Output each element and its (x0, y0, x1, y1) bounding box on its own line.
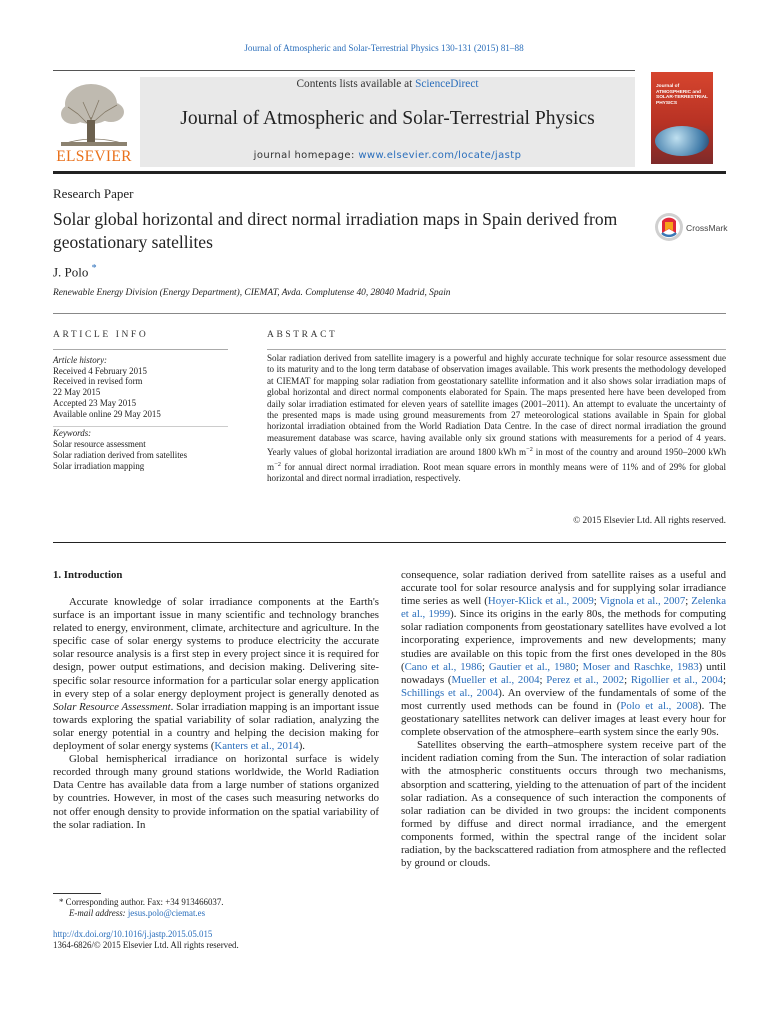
abstract-text (267, 353, 726, 485)
citation-link[interactable]: Hoyer-Klick et al., 2009 (487, 595, 594, 608)
paragraph (401, 569, 726, 739)
author (53, 263, 97, 280)
running-head[interactable]: Journal of Atmospheric and Solar-Terrestrial Physics 130-131 (2015) 81–88 (244, 43, 524, 53)
cover-line: SOLAR-TERRESTRIAL (656, 95, 708, 101)
journal-cover[interactable] (651, 72, 713, 164)
elsevier-wordmark: ELSEVIER (56, 148, 132, 165)
abstract-part: for annual direct normal irradiation. Root mean square errors in monthly means were of 11% and of 29% for global horizontal and direct normal irradiation, respectively. (267, 461, 726, 484)
text: Accurate knowledge of solar irradiance components at the Earth's surface is an important issue in many scientific and technology branches related to energy, environment, climate, architecture and agriculture. In the specific case of solar energy systems to produce electricity the accurate solar resource analysis is a first step in every project since it is required for design, power output estimations, and decision making. Delivering site-specific solar resource information for a particular solar energy application in every step of a solar energy deployment project is generally denoted as (53, 596, 379, 700)
abstract-part: Solar radiation derived from satellite imagery is a powerful and highly accurate technique for solar resource assessment due to its maturity and to the long term database of observation images available. This work presents the methodology developed at CIEMAT for mapping solar radiation from geostationary satellite information and it also shows solar irradiation maps of global horizontal and direct normal components elaborated for Spain. The maps presented here have been developed from daily solar irradiation estimated for eleven years of satellite images (2001–2011). An attempt to evaluate the uncertainty of the presented maps is made using ground measurements from 27 meteorological stations available in Spain for global horizontal irradiation obtained from the World Radiation Data Centre. In the case of direct normal irradiation the ground measurement database was scarce, having available only six ground stations with measurements for a period of 4 years. Yearly values of global horizontal irradiation are around 1800 kWh m (267, 353, 726, 458)
text: ; (593, 595, 600, 608)
divider (53, 70, 635, 71)
email-link[interactable]: jesus.polo@ciemat.es (127, 907, 206, 918)
article-type: Research Paper (53, 186, 134, 201)
article-history (53, 355, 233, 419)
footnote-rule (53, 893, 101, 894)
text: ). The geostationary satellites network can deliver images at least every hour for complete observation of the atmosphere–earth system since the early 90s. (401, 699, 727, 739)
crossmark-badge[interactable] (654, 212, 734, 242)
copyright: © 2015 Elsevier Ltd. All rights reserved. (573, 516, 726, 526)
affiliation: Renewable Energy Division (Energy Department), CIEMAT, Avda. Complutense 40, 28040 Madrid, Spain (53, 288, 451, 298)
homepage-link[interactable]: www.elsevier.com/locate/jastp (358, 150, 522, 161)
doi-link[interactable]: http://dx.doi.org/10.1016/j.jastp.2015.05.015 (53, 929, 213, 939)
emphasis: Solar Resource Assessment (53, 700, 171, 713)
history-item: Received 4 February 2015 (53, 365, 147, 376)
doi-block (53, 929, 383, 951)
paragraph (53, 596, 379, 753)
unit-exponent: −2 (526, 446, 533, 454)
cover-title (656, 84, 708, 106)
unit-exponent: −2 (274, 460, 281, 468)
cover-line: PHYSICS (656, 100, 678, 106)
issn-line: 1364-6826/© 2015 Elsevier Ltd. All rights reserved. (53, 939, 239, 950)
citation-link[interactable]: Polo et al., 2008 (620, 699, 699, 712)
divider (53, 349, 228, 350)
author-name: J. Polo (53, 264, 89, 280)
cover-image (655, 126, 709, 156)
keyword-item: Solar resource assessment (53, 438, 146, 449)
abstract-heading: ABSTRACT (267, 330, 338, 340)
text: ). (298, 740, 305, 753)
cover-line: Journal of (656, 84, 680, 89)
keyword-item: Solar irradiation mapping (53, 460, 145, 471)
history-item: Available online 29 May 2015 (53, 408, 161, 419)
text: ; (624, 673, 631, 686)
crossmark-icon (654, 212, 684, 242)
article-info-heading: ARTICLE INFO (53, 330, 149, 340)
citation-link[interactable]: Vignola et al., 2007 (599, 595, 686, 608)
body-column-right (401, 569, 726, 870)
keywords-label: Keywords: (53, 428, 92, 438)
corresponding-author: * Corresponding author. Fax: +34 913466037. (59, 897, 224, 907)
article-title: Solar global horizontal and direct normal irradiation maps in Spain derived from geostationary satellites (53, 209, 618, 252)
text: consequence, solar radiation derived from satellite raises as a useful and accurate tool for solar resource analysis and for supplying solar irradiance time series as well ( (401, 569, 726, 608)
journal-homepage (140, 150, 635, 161)
history-label: Article history: (53, 355, 107, 365)
cover-line: ATMOSPHERIC and (656, 89, 701, 95)
citation-link[interactable]: Perez et al., 2002 (546, 673, 625, 686)
homepage-prefix: journal homepage: (253, 150, 359, 161)
citation-link[interactable]: Rigollier et al., 2004 (630, 673, 724, 686)
contents-line (140, 78, 635, 90)
keywords (53, 428, 233, 472)
sciencedirect-link[interactable]: ScienceDirect (415, 78, 479, 90)
history-item: 22 May 2015 (53, 387, 101, 398)
divider (53, 542, 726, 543)
text: ; (723, 673, 727, 686)
history-item: Received in revised form (53, 376, 143, 387)
citation-link[interactable]: Mueller et al., 2004 (451, 673, 540, 686)
body-column-left (53, 596, 379, 832)
text: ) until nowadays ( (401, 660, 726, 686)
author-mark[interactable]: * (91, 263, 97, 274)
paragraph: Satellites observing the earth–atmosphere system receive part of the incident radiation coming from the Sun. The interaction of solar radiation with the atmospheric constituents occurs through two mechanisms, absorption and scattering, yielding to the attenuation of part of the incident solar radiation. As a consequence of such interaction the components of solar radiation can be divided in two groups: the incident components formed by diffuse and direct normal irradiance, and the emergent components formed, within the spectral range of the incident solar radiation, by the backscattered radiation from atmosphere and the reflected by ground or clouds. (401, 739, 726, 870)
email-label: E-mail address: (69, 907, 128, 918)
citation-link[interactable]: Cano et al., 1986 (404, 660, 482, 673)
elsevier-logo (53, 72, 135, 167)
abstract-part: in most of the country and around 1950–2000 kWh m (267, 447, 726, 472)
divider (53, 313, 726, 314)
crossmark-label: CrossMark (686, 223, 728, 233)
divider (53, 426, 228, 427)
text: ). An overview of the fundamentals of some of the most currently used methods can be found in ( (401, 686, 726, 712)
text: ; (539, 673, 547, 686)
citation-link[interactable]: Gautier et al., 1980 (488, 660, 576, 673)
text: . Solar irradiation mapping is an important issue towards exploring the spatial variability of solar radiation, analyzing the solar energy potential in a country and helping the decision making for deployment of solar energy systems ( (53, 700, 379, 753)
divider (267, 349, 726, 350)
section-heading: 1. Introduction (53, 569, 123, 581)
journal-title: Journal of Atmospheric and Solar-Terrestrial Physics (180, 108, 595, 129)
text: ; (685, 595, 692, 608)
email-line (53, 908, 383, 919)
text: ). Since its origins in the early 80s, the methods for computing solar radiation components from geostationary satellites have evolved a lot incorporating experience, improvements and new developments; many studies are available on this topic from the first ones developed in the 80s ( (401, 608, 726, 673)
citation-link[interactable]: Zelenka et al., 1999 (401, 595, 726, 621)
text: ; (481, 660, 489, 673)
contents-prefix: Contents lists available at (296, 78, 416, 90)
citation-link[interactable]: Moser and Raschke, 1983 (582, 660, 699, 673)
paragraph: Global hemispherical irradiance on horizontal surface is widely recorded through many ground stations worldwide, the World Radiation Data Centre has available data from a large number of stations organized by countries. However, in most of the cases such measuring networks do not offer enough density to provide information on the spatial variability of the solar radiation. In (53, 753, 379, 831)
citation-link[interactable]: Kanters et al., 2014 (214, 740, 299, 753)
citation-link[interactable]: Schillings et al., 2004 (401, 686, 499, 699)
text: ; (575, 660, 583, 673)
history-item: Accepted 23 May 2015 (53, 397, 137, 408)
divider (53, 171, 726, 174)
keyword-item: Solar radiation derived from satellites (53, 449, 188, 460)
footnote (53, 897, 383, 919)
